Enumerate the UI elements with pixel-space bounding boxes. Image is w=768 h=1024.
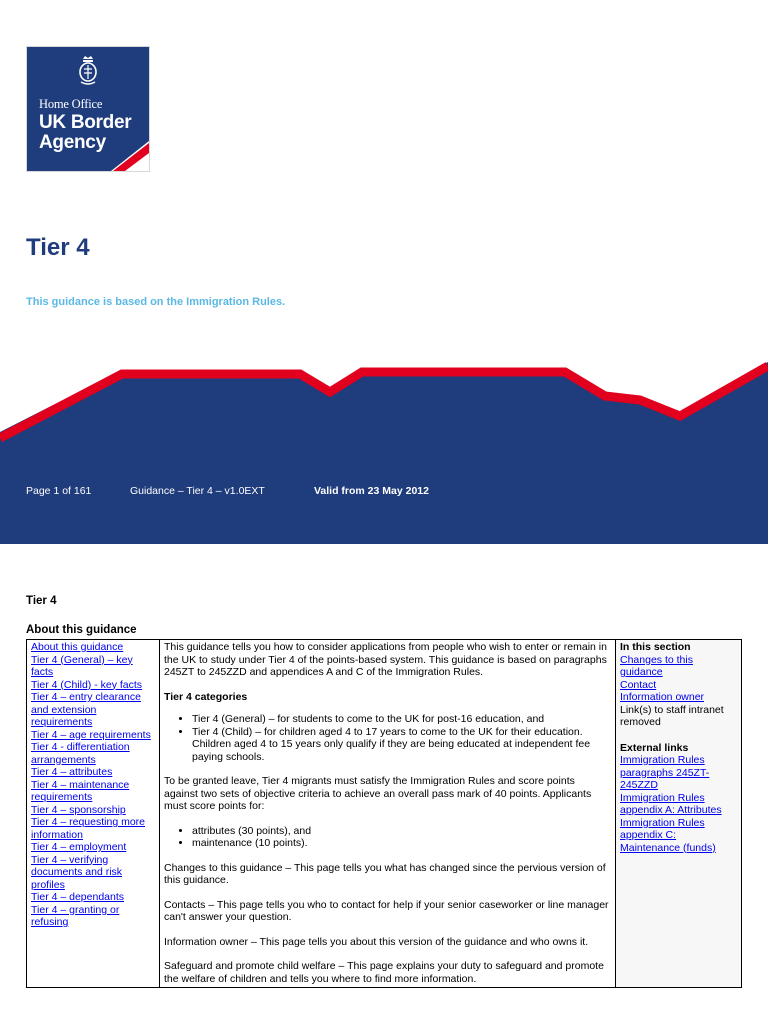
categories-heading: Tier 4 categories: [164, 690, 248, 703]
nav-link-sponsorship[interactable]: Tier 4 – sponsorship: [31, 803, 126, 816]
link-appendix-a[interactable]: Immigration Rules appendix A: Attributes: [620, 791, 722, 816]
link-appendix-c[interactable]: Immigration Rules appendix C: Maintenance (funds): [620, 816, 716, 854]
contacts-paragraph: Contacts – This page tells you who to contact for help if your senior caseworker or line manager can't answer your question.: [164, 898, 609, 923]
external-links-heading: External links: [620, 741, 689, 754]
cover-subtitle: This guidance is based on the Immigration Rules.: [26, 296, 286, 308]
body-cell: [160, 640, 616, 988]
external-links: [620, 742, 737, 855]
changes-paragraph: Changes to this guidance – This page tells you what has changed since the pervious version of this guidance.: [164, 861, 606, 886]
navigation-links: [31, 641, 155, 929]
nav-link-entry-clearance[interactable]: Tier 4 – entry clearance and extension requirements: [31, 691, 141, 728]
uk-border-agency-logo: [26, 46, 150, 172]
decorative-wave-band: [0, 360, 768, 544]
in-this-section: [620, 641, 737, 729]
cover-title: Tier 4: [26, 234, 90, 261]
nav-link-granting-refusing[interactable]: Tier 4 – granting or refusing: [31, 903, 120, 928]
intro-paragraph: This guidance tells you how to consider applications from people who wish to enter or remain in the UK to study under Tier 4 of the points-based system. This guidance is based on paragraphs 245ZT to 245ZZD and appendices A and C of the Immigration Rules.: [164, 641, 607, 678]
link-changes[interactable]: Changes to this guidance: [620, 653, 693, 678]
points-intro-paragraph: To be granted leave, Tier 4 migrants must satisfy the Immigration Rules and score points against two sets of objective criteria to achieve an overall pass mark of 40 points. Applicants must score points for:: [164, 775, 592, 812]
navigation-cell: [27, 640, 160, 988]
points-list: [164, 825, 611, 850]
safeguard-paragraph: Safeguard and promote child welfare – This page explains your duty to safeguard and promote the welfare of children and tells you where to find more information.: [164, 960, 604, 985]
nav-link-verifying-documents[interactable]: Tier 4 – verifying documents and risk profiles: [31, 853, 123, 891]
nav-link-general-key-facts[interactable]: Tier 4 (General) – key facts: [31, 653, 133, 678]
list-item: • Tier 4 (Child) – for children aged 4 to 17 years to come to the UK for their education. Children aged 4 to 15 years only qualify if they are being educated at independent fee paying schools.: [192, 726, 611, 764]
guidance-table: [26, 639, 742, 988]
nav-link-requesting-info[interactable]: Tier 4 – requesting more information: [31, 816, 145, 841]
nav-link-dependants[interactable]: Tier 4 – dependants: [31, 891, 125, 903]
guidance-version: Guidance – Tier 4 – v1.0EXT: [130, 485, 265, 497]
nav-link-about[interactable]: About this guidance: [31, 641, 124, 653]
nav-link-employment[interactable]: Tier 4 – employment: [31, 841, 127, 853]
nav-link-differentiation[interactable]: Tier 4 - differentiation arrangements: [31, 741, 130, 766]
link-contact[interactable]: Contact: [620, 678, 657, 691]
in-section-heading: In this section: [620, 641, 691, 653]
nav-link-attributes[interactable]: Tier 4 – attributes: [31, 766, 113, 778]
list-item: • attributes (30 points), and: [192, 825, 611, 838]
nav-link-age-requirements[interactable]: Tier 4 – age requirements: [31, 728, 151, 741]
about-heading: About this guidance: [26, 624, 137, 636]
list-item: • maintenance (10 points).: [192, 837, 611, 850]
list-item: • Tier 4 (General) – for students to come to the UK for post-16 education, and: [192, 713, 611, 726]
logo-org-text: Home Office: [39, 97, 103, 111]
logo-red-corner: [26, 46, 149, 171]
sidebar-cell: [616, 640, 742, 988]
nav-link-maintenance[interactable]: Tier 4 – maintenance requirements: [31, 778, 130, 803]
owner-paragraph: Information owner – This page tells you about this version of the guidance and who owns it.: [164, 935, 589, 948]
nav-link-child-key-facts[interactable]: Tier 4 (Child) - key facts: [31, 678, 143, 691]
logo-name-text: UK Border Agency: [39, 112, 132, 153]
link-information-owner[interactable]: Information owner: [620, 691, 705, 703]
link-rules-paragraphs[interactable]: Immigration Rules paragraphs 245ZT-245ZZD: [620, 754, 710, 791]
section-title: Tier 4: [26, 595, 57, 607]
page-number: Page 1 of 161: [26, 485, 92, 497]
categories-list: [164, 713, 611, 763]
valid-from-date: Valid from 23 May 2012: [314, 485, 429, 497]
intranet-note: Link(s) to staff intranet removed: [620, 703, 724, 728]
